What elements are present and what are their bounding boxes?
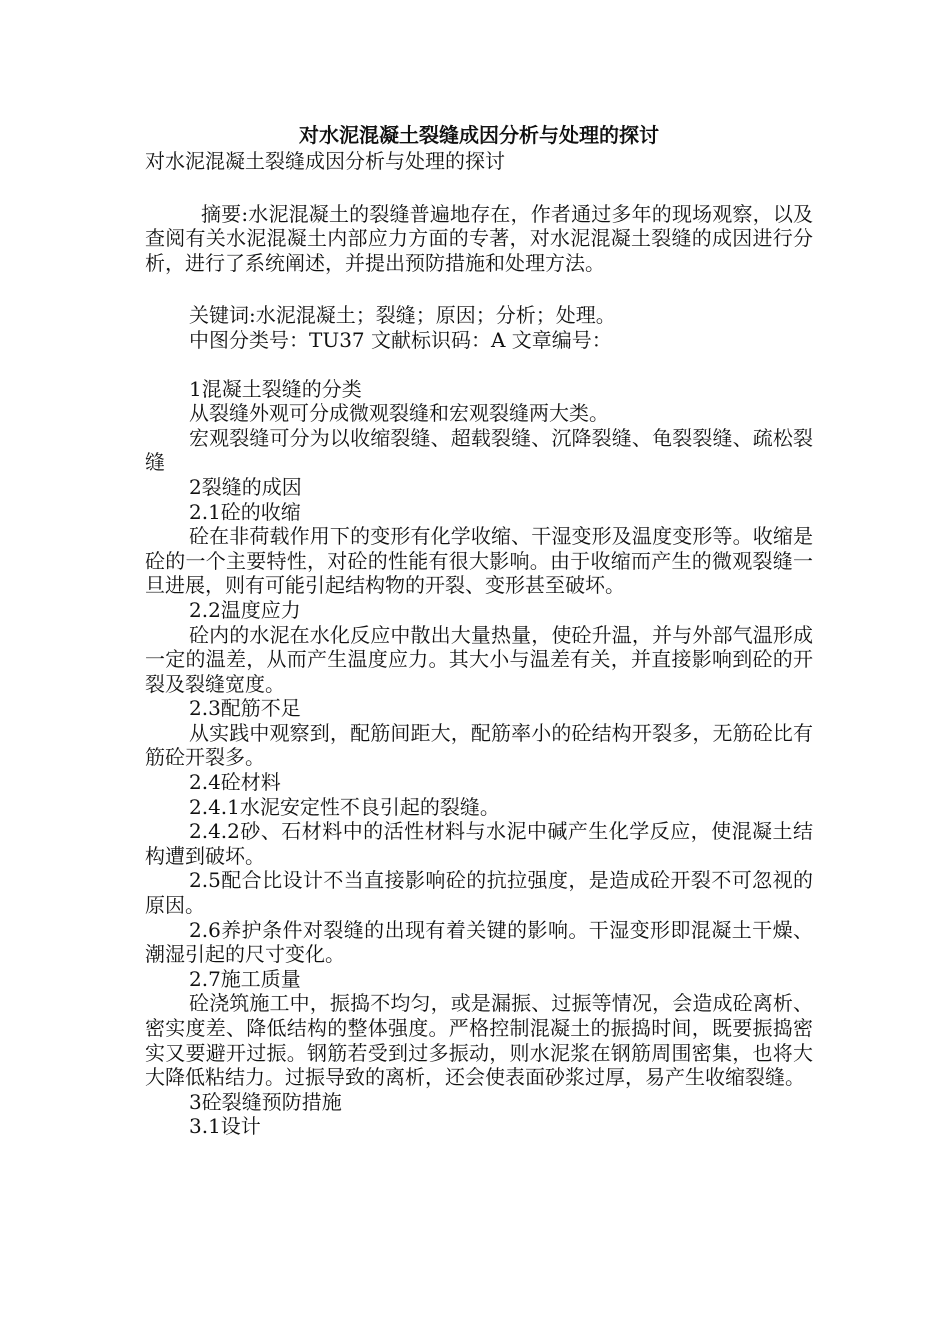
body-paragraph: 砼浇筑施工中，振捣不均匀，或是漏振、过振等情况，会造成砼离析、密实度差、降低结构的整体强度。严格控制混凝土的振捣时间，既要振捣密实又要避开过振。钢筋若受到过多振动，则水泥浆在钢筋周围密集，也将大大降低粘结力。过振导致的离析，还会使表面砂浆过厚，易产生收缩裂缝。 xyxy=(145,991,813,1090)
body-paragraph: 2.4.2砂、石材料中的活性材料与水泥中碱产生化学反应，使混凝土结构遭到破坏。 xyxy=(145,819,813,868)
body-paragraph: 宏观裂缝可分为以收缩裂缝、超载裂缝、沉降裂缝、龟裂裂缝、疏松裂缝 xyxy=(145,425,813,475)
subsection-heading: 2.1砼的收缩 xyxy=(189,499,301,524)
body-paragraph: 从实践中观察到，配筋间距大，配筋率小的砼结构开裂多，无筋砼比有筋砼开裂多。 xyxy=(145,720,813,770)
subsection-heading: 2.2温度应力 xyxy=(189,597,301,622)
body-paragraph: 2.4.1水泥安定性不良引起的裂缝。 xyxy=(189,794,500,819)
subsection-heading: 2.4砼材料 xyxy=(189,770,281,795)
body-paragraph: 2.5配合比设计不当直接影响砼的抗拉强度，是造成砼开裂不可忽视的原因。 xyxy=(145,868,813,918)
subsection-heading: 2.3配筋不足 xyxy=(189,696,301,721)
document-subtitle: 对水泥混凝土裂缝成因分析与处理的探讨 xyxy=(145,149,505,173)
section-heading: 3砼裂缝预防措施 xyxy=(189,1089,342,1114)
classification-line: 中图分类号：TU37 文献标识码：A 文章编号： xyxy=(189,327,612,352)
section-heading: 2裂缝的成因 xyxy=(189,474,302,499)
keywords-line: 关键词:水泥混凝土；裂缝；原因；分析；处理。 xyxy=(189,303,616,328)
body-paragraph: 砼内的水泥在水化反应中散出大量热量，使砼升温，并与外部气温形成一定的温差，从而产生温度应力。其大小与温差有关，并直接影响到砼的开裂及裂缝宽度。 xyxy=(145,622,813,696)
body-paragraph: 从裂缝外观可分成微观裂缝和宏观裂缝两大类。 xyxy=(189,401,609,426)
section-heading: 1混凝土裂缝的分类 xyxy=(189,376,362,401)
document-page xyxy=(145,122,813,1139)
subsection-heading: 2.7施工质量 xyxy=(189,966,301,991)
abstract-paragraph: 摘要:水泥混凝土的裂缝普遍地存在，作者通过多年的现场观察，以及查阅有关水泥混凝土内部应力方面的专著，对水泥混凝土裂缝的成因进行分析，进行了系统阐述，并提出预防措施和处理方法。 xyxy=(145,201,813,275)
body-paragraph: 砼在非荷载作用下的变形有化学收缩、干湿变形及温度变形等。收缩是砼的一个主要特性，对砼的性能有很大影响。由于收缩而产生的微观裂缝一旦进展，则有可能引起结构物的开裂、变形甚至破坏。 xyxy=(145,524,813,598)
body-paragraph: 2.6养护条件对裂缝的出现有着关键的影响。干湿变形即混凝土干燥、潮湿引起的尺寸变化。 xyxy=(145,917,813,967)
document-title: 对水泥混凝土裂缝成因分析与处理的探讨 xyxy=(299,123,659,147)
subsection-heading: 3.1设计 xyxy=(189,1114,261,1139)
